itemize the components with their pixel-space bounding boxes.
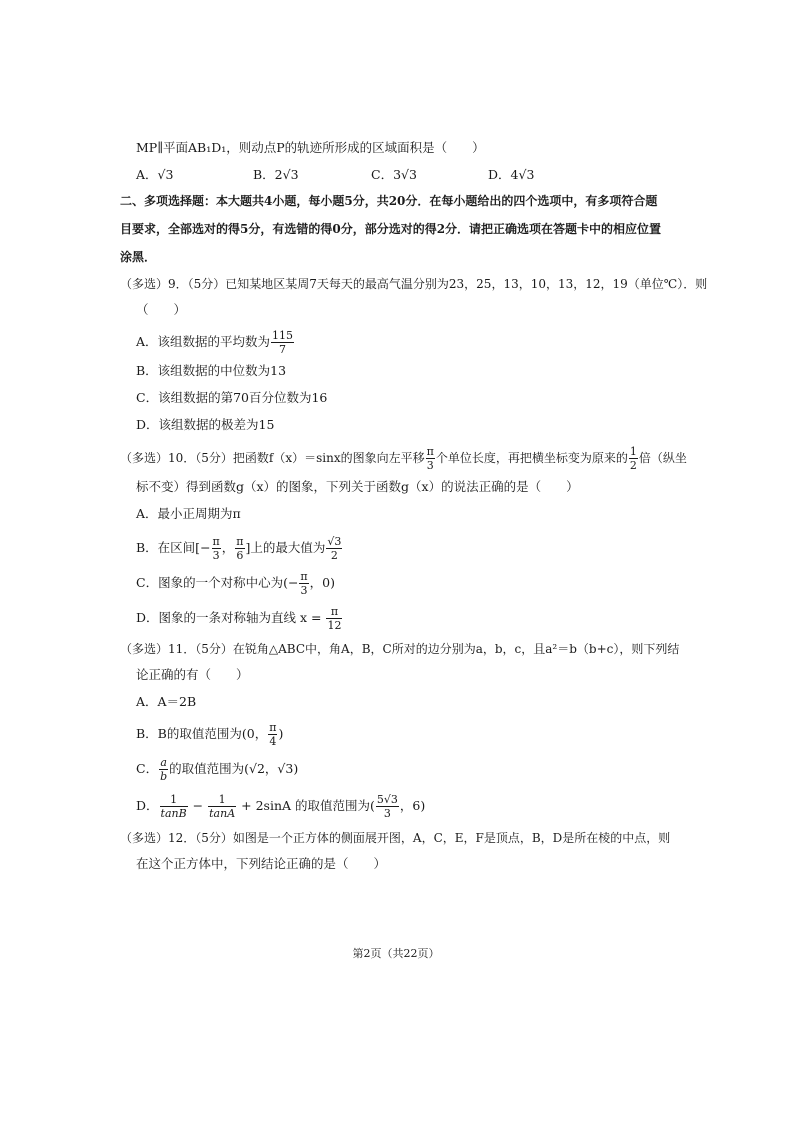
fraction-numerator: π <box>326 605 342 619</box>
fraction-numerator: 1 <box>629 445 637 458</box>
fraction-numerator: 115 <box>272 329 294 342</box>
q11-option-d-part-a: D． <box>136 798 159 813</box>
fraction-denominator: b <box>160 770 168 783</box>
q8-option-b: B．2√3 <box>253 167 299 182</box>
fraction-denominator: tanA <box>209 807 236 820</box>
q10-stem-part-c: 倍（纵坐 <box>638 451 687 465</box>
q11-option-d-minus: − <box>192 798 204 813</box>
q11-option-a: A．A＝2B <box>136 694 197 709</box>
q11-option-b-part-a: B．B的取值范围为(0， <box>136 726 268 741</box>
q10-option-b <box>136 533 343 563</box>
fraction-denominator: tanB <box>160 807 187 820</box>
section2-line3: 涂黑． <box>120 250 157 264</box>
q9-option-a <box>136 327 295 357</box>
q11-option-c-part-a: C． <box>136 761 159 776</box>
q10-option-b-part-b: ]上的最大值为 <box>245 540 326 555</box>
fraction-denominator: 2 <box>629 459 637 472</box>
fraction-numerator: 5√3 <box>376 793 398 806</box>
q11-option-c <box>136 754 298 784</box>
q10-stem-part-b: 个单位长度，再把横坐标变为原来的 <box>435 451 628 465</box>
q10-option-d <box>136 603 343 633</box>
page-footer: 第2页（共22页） <box>352 947 440 960</box>
fraction-numerator: √3 <box>327 535 342 548</box>
fraction <box>299 570 308 597</box>
q11-option-d-part-b: + 2sinA 的取值范围为( <box>241 798 375 813</box>
q9-option-a-fraction <box>271 329 294 356</box>
fraction-denominator: 3 <box>426 459 434 472</box>
q10-option-a: A．最小正周期为π <box>136 506 241 521</box>
fraction <box>160 793 188 820</box>
fraction-denominator: 4 <box>269 735 277 748</box>
q9-option-d: D．该组数据的极差为15 <box>136 417 275 432</box>
q9-stem-line2: （ ） <box>136 302 187 317</box>
fraction <box>235 535 244 562</box>
fraction-numerator: 1 <box>208 793 236 807</box>
fraction <box>326 605 342 632</box>
q11-option-b <box>136 719 283 749</box>
fraction-denominator: 2 <box>330 549 338 562</box>
fraction-denominator: 3 <box>212 549 220 562</box>
fraction <box>268 721 277 748</box>
fraction <box>159 756 168 783</box>
section2-line2: 目要求，全部选对的得5分，有选错的得0分，部分选对的得2分．请把正确选项在答题卡中的相应位置 <box>120 222 662 236</box>
fraction-denominator: 3 <box>383 807 391 820</box>
q10-stem-line1 <box>120 443 687 473</box>
q10-scale-fraction <box>629 445 638 472</box>
q10-stem-line2: 标不变）得到函数g（x）的图象，下列关于函数g（x）的说法正确的是（ ） <box>136 479 579 494</box>
q12-stem-line2: 在这个正方体中，下列结论正确的是（ ） <box>136 856 387 871</box>
section2-line1: 二、多项选择题：本大题共4小题，每小题5分，共20分．在每小题给出的四个选项中，有多项符合题 <box>120 194 658 208</box>
q11-option-b-part-b: ) <box>278 726 284 741</box>
q10-stem-part-a: （多选）10．（5分）把函数f（x）＝sinx的图象向左平移 <box>120 451 425 465</box>
q8-option-d: D．4√3 <box>488 167 535 182</box>
q10-option-c-part-a: C．图象的一个对称中心为(− <box>136 575 299 590</box>
q10-shift-fraction <box>426 445 435 472</box>
fraction-numerator: π <box>269 721 277 734</box>
fraction-denominator: 6 <box>236 549 244 562</box>
fraction-numerator: π <box>212 535 220 548</box>
q9-option-a-text: A．该组数据的平均数为 <box>136 334 271 349</box>
fraction-denominator: 7 <box>279 343 287 356</box>
fraction-numerator: π <box>426 445 434 458</box>
fraction <box>212 535 221 562</box>
q11-option-d-part-c: ，6) <box>399 798 426 813</box>
q8-option-c: C．3√3 <box>371 167 417 182</box>
q10-option-b-sep: ， <box>221 540 235 555</box>
q11-stem-line1: （多选）11．（5分）在锐角△ABC中，角A，B，C所对的边分别为a，b，c，且a²＝b（b+c），则下列结 <box>120 642 680 656</box>
q11-stem-line2: 论正确的有（ ） <box>136 667 249 682</box>
fraction <box>376 793 399 820</box>
q11-option-d <box>136 791 425 821</box>
fraction-denominator: 3 <box>300 584 308 597</box>
q8-option-a: A．√3 <box>136 167 174 182</box>
q10-option-b-part-a: B．在区间[− <box>136 540 211 555</box>
fraction-numerator: π <box>236 535 244 548</box>
q9-option-b: B．该组数据的中位数为13 <box>136 363 287 378</box>
q9-stem-line1: （多选）9．（5分）已知某地区某周7天每天的最高气温分别为23，25，13，10，13，12，19（单位℃）．则 <box>120 277 708 291</box>
q10-option-c-part-b: ，0) <box>309 575 335 590</box>
q10-option-d-part-a: D．图象的一条对称轴为直线 x = <box>136 610 322 625</box>
fraction-numerator: π <box>300 570 308 583</box>
q12-stem-line1: （多选）12．（5分）如图是一个正方体的侧面展开图，A，C，E，F是顶点，B，D是所在棱的中点，则 <box>120 831 671 845</box>
q9-option-c: C．该组数据的第70百分位数为16 <box>136 390 328 405</box>
fraction-numerator: a <box>160 756 167 769</box>
fraction-numerator: 1 <box>160 793 188 807</box>
q11-option-c-part-b: 的取值范围为(√2，√3) <box>169 761 299 776</box>
fraction-denominator: 12 <box>327 619 342 632</box>
q8-stem: MP∥平面AB₁D₁，则动点P的轨迹所形成的区域面积是（ ） <box>136 140 485 155</box>
fraction <box>208 793 236 820</box>
fraction <box>326 535 342 562</box>
q10-option-c <box>136 568 335 598</box>
